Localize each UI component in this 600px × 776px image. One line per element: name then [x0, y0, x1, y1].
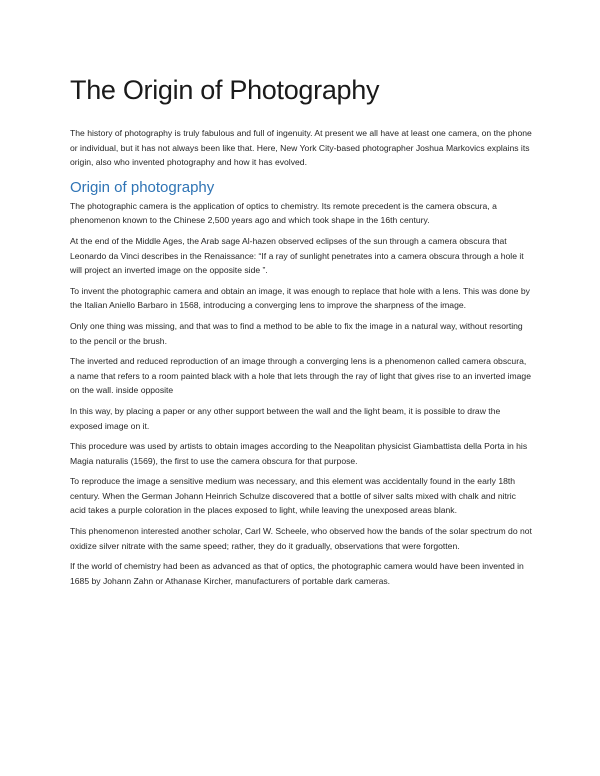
paragraph-8: To reproduce the image a sensitive medium was necessary, and this element was accidentally found in the early 18th century. When the German Johann Heinrich Schulze discovered that a bottle of silver salts mixed with chalk and nitric acid takes a purple coloration in the places exposed to light, while leaving the unexposed areas blank. [70, 476, 516, 516]
page-title: The Origin of Photography [70, 75, 380, 105]
intro-paragraph: The history of photography is truly fabulous and full of ingenuity. At present we all have at least one camera, on the phone or individual, but it has not always been like that. Here, New York City-based photographer Joshua Markovics explains its origin, also who invented photography and how it has evolved. [70, 128, 532, 168]
paragraph-7: This procedure was used by artists to obtain images according to the Neapolitan physicist Giambattista della Porta in his Magia naturalis (1569), the first to use the camera obscura for that purpose. [70, 441, 528, 466]
paragraph-4: Only one thing was missing, and that was to find a method to be able to fix the image in a natural way, without resorting to the pencil or the brush. [70, 320, 523, 346]
paragraph-3: To invent the photographic camera and obtain an image, it was enough to replace that hole with a lens. This was done by the Italian Aniello Barbaro in 1568, introducing a converging lens to improve the sharpness of the image. [70, 285, 530, 311]
paragraph-5: The inverted and reduced reproduction of an image through a converging lens is a phenomenon called camera obscura, a name that refers to a room painted black with a hole that lets through the ray of light that gives rise to an inverted image on the wall. inside opposite [70, 356, 531, 396]
paragraph-9: This phenomenon interested another scholar, Carl W. Scheele, who observed how the bands of the solar spectrum do not oxidize silver nitrate with the same speed; rather, they do it gradually, observations that were forgotten. [70, 526, 532, 551]
paragraph-10: If the world of chemistry had been as advanced as that of optics, the photographic camera would have been invented in 1685 by Johann Zahn or Athanase Kircher, manufacturers of portable dark cameras. [70, 561, 524, 586]
paragraph-2: At the end of the Middle Ages, the Arab sage Al-hazen observed eclipses of the sun through a camera obscura that Leonardo da Vinci describes in the Renaissance: “If a ray of sunlight penetrates into a camera obscura through a hole it will project an inverted image on the opposite side ”. [70, 235, 524, 276]
document-page [70, 74, 532, 594]
paragraph-6: In this way, by placing a paper or any other support between the wall and the light beam, it is possible to draw the exposed image on it. [70, 405, 501, 431]
section-heading: Origin of photography [70, 178, 215, 196]
paragraph-1: The photographic camera is the application of optics to chemistry. Its remote precedent is the camera obscura, a phenomenon known to the Chinese 2,500 years ago and which took shape in the 16th century. [70, 200, 497, 226]
